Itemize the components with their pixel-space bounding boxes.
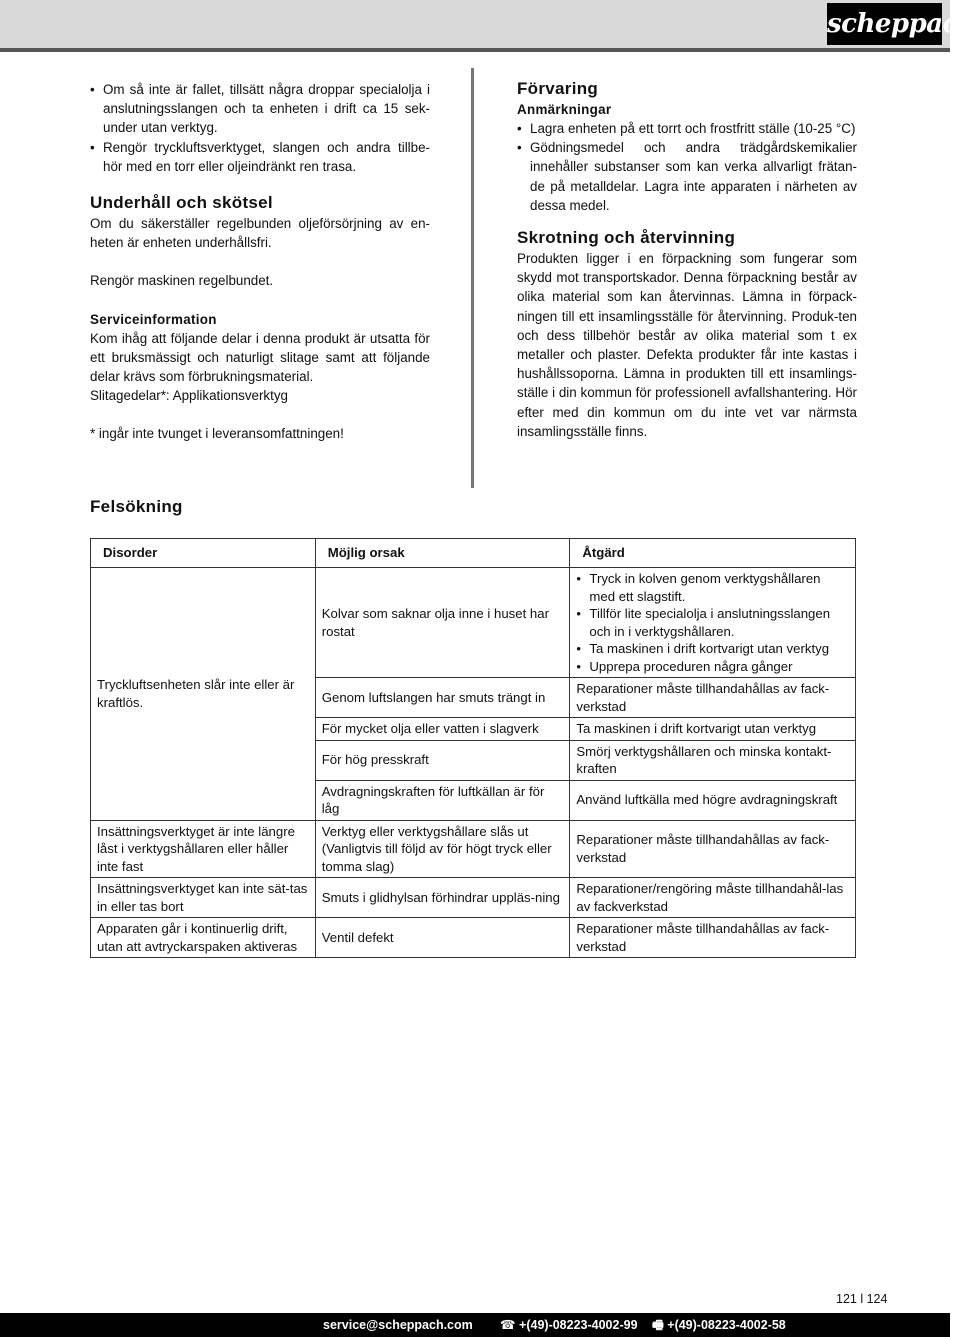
column-divider — [471, 68, 474, 488]
intro-bullet-list — [90, 80, 430, 176]
disorder-cell: Apparaten går i kontinuerlig drift, utan att avtryckarspaken aktiveras — [91, 918, 316, 958]
right-column — [517, 78, 857, 441]
list-item: • Tryck in kolven genom verktygshållaren med ett slagstift. — [576, 570, 849, 605]
list-item: • Lagra enheten på ett torrt och frostfritt ställe (10-25 °C) — [517, 119, 857, 138]
storage-heading: Förvaring — [517, 79, 599, 98]
fax-text: 🖷 +(49)-08223-4002-58 — [652, 1318, 786, 1332]
action-cell: Använd luftkälla med högre avdragningskraft — [570, 780, 856, 820]
email-text: service@scheppach.com — [323, 1318, 473, 1332]
service-text: Kom ihåg att följande delar i denna produkt är utsatta för ett bruksmässigt och naturligt slitage samt att följande delar krävs som förbrukningsmaterial. — [90, 330, 430, 385]
cause-cell: Genom luftslangen har smuts trängt in — [315, 678, 570, 718]
table-row — [91, 878, 856, 918]
scheppach-logo: scheppach — [827, 3, 942, 45]
cleaning-text: Rengör maskinen regelbundet. — [90, 273, 274, 289]
table-row — [91, 820, 856, 878]
action-cell: Smörj verktygshållaren och minska kontakt-kraften — [570, 740, 856, 780]
troubleshooting-table — [90, 538, 856, 958]
disorder-cell: Tryckluftsenheten slår inte eller är kraftlös. — [91, 568, 316, 821]
troubleshooting-heading: Felsökning — [90, 497, 183, 516]
cause-cell: Smuts i glidhylsan förhindrar uppläs-ning — [315, 878, 570, 918]
action-cell: Reparationer måste tillhandahållas av fack-verkstad — [570, 678, 856, 718]
maintenance-text: Om du säkerställer regelbunden oljeförsörjning av en-heten är enheten underhållsfri. — [90, 216, 430, 251]
service-heading: Serviceinformation — [90, 311, 217, 327]
recycling-text: Produkten ligger i en förpackning som fungerar som skydd mot transportskador. Denna förpackning består av olika material som kan återvinnas. Lämna in förpack-ningen till ett insamlingsställe för återvinning. Produk-ten och dess tillbehör består av olika material som t ex metaller och plaster. Defekta produkter får inte kastas i hushållssoporna. Lämna in produkten till ett insamlings-ställe i din kommun för professionell avfallshantering. Hör efter med din kommun om du inte vet var närmsta insamlingsställe finns. — [517, 251, 857, 439]
cause-cell: Kolvar som saknar olja inne i huset har rostat — [315, 568, 570, 678]
maintenance-heading: Underhåll och skötsel — [90, 193, 273, 213]
list-item: • Om så inte är fallet, tillsätt några droppar specialolja i anslutningsslangen och ta enheten i drift ca 15 sek-under utan verktyg. — [90, 80, 430, 138]
cause-cell: För hög presskraft — [315, 740, 570, 780]
disorder-cell: Insättningsverktyget kan inte sät-tas in eller tas bort — [91, 878, 316, 918]
wear-parts-text: Slitagedelar*: Applikationsverktyg — [90, 388, 288, 404]
action-cell — [570, 568, 856, 678]
action-cell: Reparationer måste tillhandahållas av fack-verkstad — [570, 918, 856, 958]
notes-heading: Anmärkningar — [517, 102, 612, 117]
action-cell: Reparationer måste tillhandahållas av fack-verkstad — [570, 820, 856, 878]
action-cell: Reparationer/rengöring måste tillhandahål-las av fackverkstad — [570, 878, 856, 918]
action-list — [576, 570, 849, 675]
list-item: • Gödningsmedel och andra trädgårdskemikalier innehåller substanser som kan verka allvarligt frätan-de på metalldelar. Lagra inte apparaten i närheten av dessa medel. — [517, 138, 857, 215]
list-item: • Upprepa proceduren några gånger — [576, 658, 849, 676]
list-item: • Rengör tryckluftsverktyget, slangen och andra tillbe-hör med en torr eller oljeindränkt ren trasa. — [90, 138, 430, 176]
footnote: * ingår inte tvunget i leveransomfattningen! — [90, 426, 344, 442]
phone-text: ☎ +(49)-08223-4002-99 — [500, 1318, 638, 1332]
page-number: 121 l 124 — [836, 1292, 888, 1306]
table-header-row — [91, 539, 856, 568]
header-band — [0, 0, 950, 52]
recycling-heading: Skrotning och återvinning — [517, 228, 736, 248]
header-disorder: Disorder — [91, 539, 316, 568]
action-cell: Ta maskinen i drift kortvarigt utan verktyg — [570, 718, 856, 741]
header-cause: Möjlig orsak — [315, 539, 570, 568]
cause-cell: Avdragningskraften för luftkällan är för låg — [315, 780, 570, 820]
cause-cell: Verktyg eller verktygshållare slås ut (Vanligtvis till följd av för högt tryck eller tomma slag) — [315, 820, 570, 878]
table-row — [91, 568, 856, 678]
cause-cell: Ventil defekt — [315, 918, 570, 958]
header-action: Åtgärd — [570, 539, 856, 568]
footer-band — [0, 1313, 950, 1337]
storage-bullet-list — [517, 119, 857, 215]
table-row — [91, 918, 856, 958]
disorder-cell: Insättningsverktyget är inte längre låst i verktygshållaren eller håller inte fast — [91, 820, 316, 878]
cause-cell: För mycket olja eller vatten i slagverk — [315, 718, 570, 741]
list-item: • Tillför lite specialolja i anslutningsslangen och in i verktygshållaren. — [576, 605, 849, 640]
list-item: • Ta maskinen i drift kortvarigt utan verktyg — [576, 640, 849, 658]
left-column — [90, 80, 430, 444]
